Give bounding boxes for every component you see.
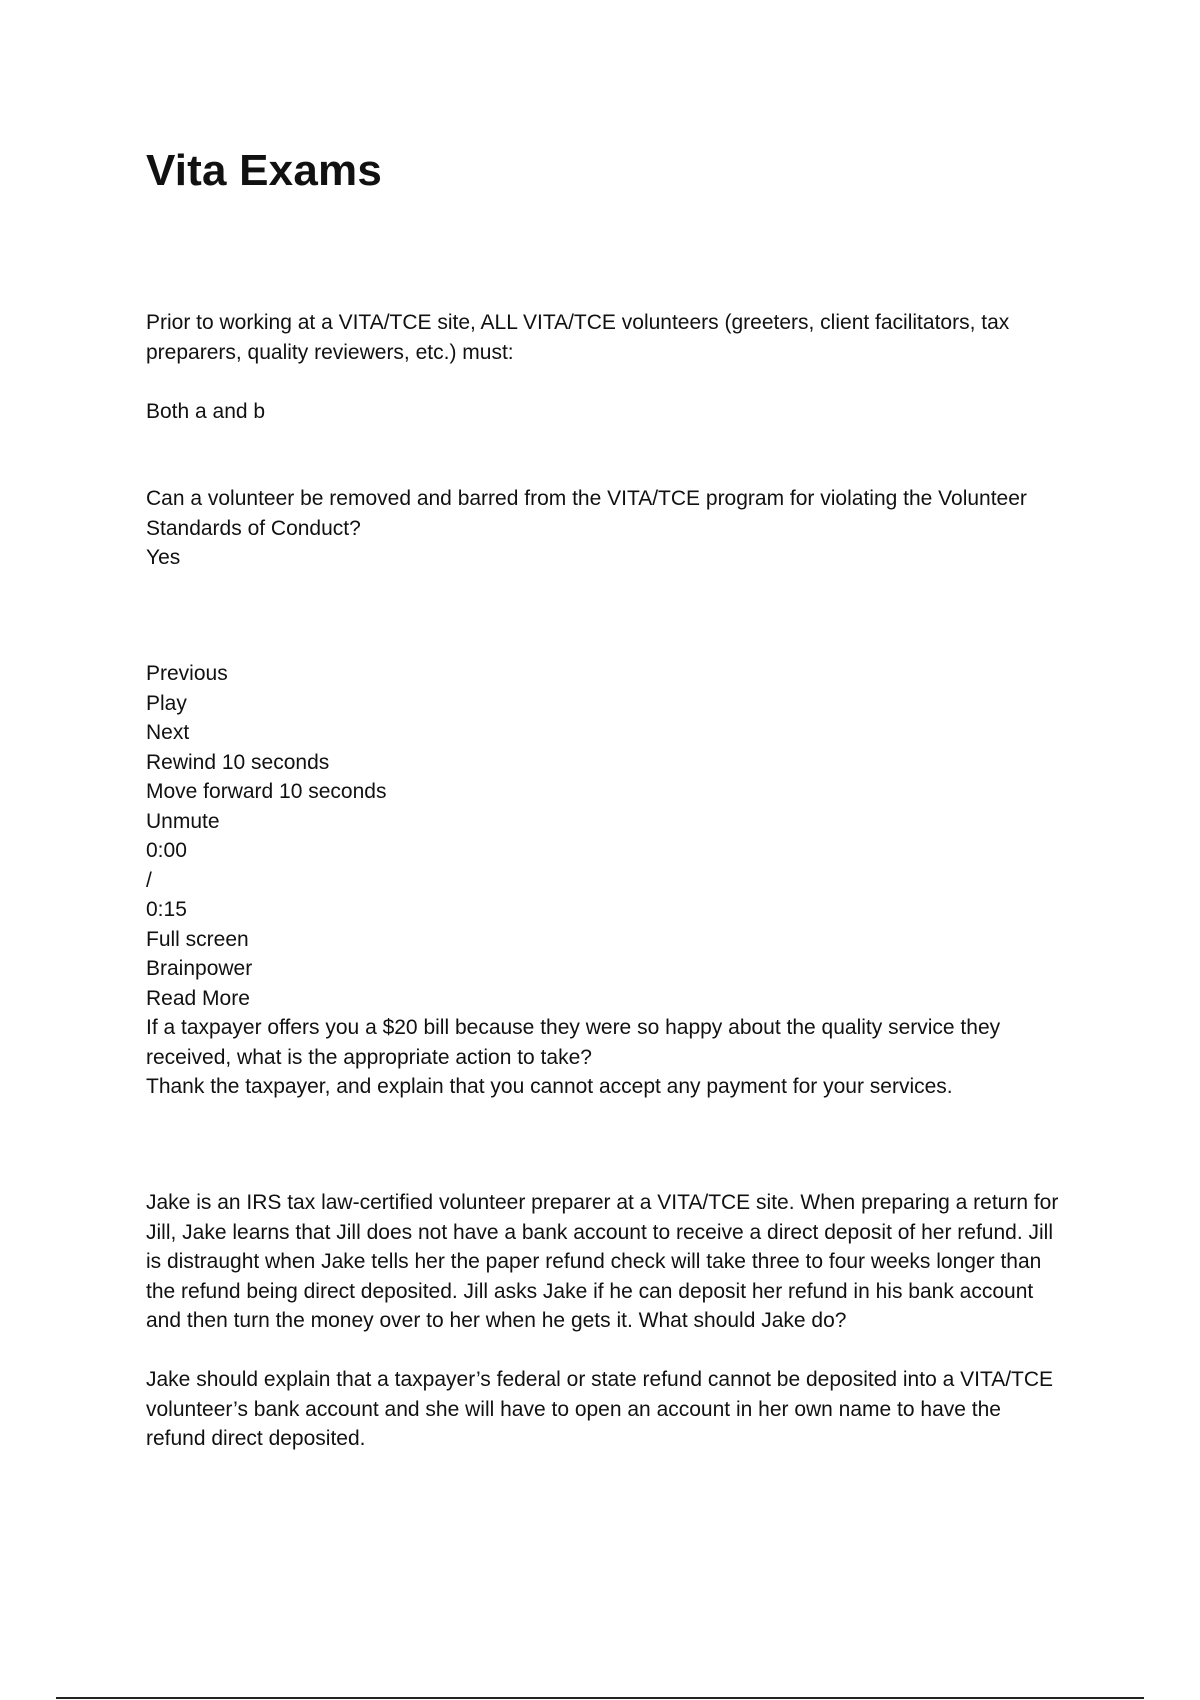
question-text: Prior to working at a VITA/TCE site, ALL VITA/TCE volunteers (greeters, client facilitators, tax preparers, quality reviewers, etc.) must: (146, 311, 1010, 364)
media-player (146, 659, 1066, 1102)
question-text: Can a volunteer be removed and barred from the VITA/TCE program for violating the Volunteer Standards of Conduct? (146, 487, 1027, 540)
answer-text: Thank the taxpayer, and explain that you cannot accept any payment for your services. (146, 1075, 953, 1098)
rewind-button[interactable]: Rewind 10 seconds (146, 750, 330, 774)
brand-label: Brainpower (146, 957, 253, 980)
read-more-link[interactable]: Read More (146, 986, 250, 1010)
qa-item-1 (146, 308, 1066, 426)
answer-text: Yes (146, 546, 181, 569)
play-button[interactable]: Play (146, 691, 187, 715)
next-button[interactable]: Next (146, 721, 190, 744)
forward-button[interactable]: Move forward 10 seconds (146, 780, 387, 803)
current-time: 0:00 (146, 839, 187, 862)
previous-button[interactable]: Previous (146, 662, 228, 685)
question-text: Jake is an IRS tax law-certified volunteer preparer at a VITA/TCE site. When preparing a return for Jill, Jake learns that Jill does not have a bank account to receive a direct deposit of her refund. Jill is distraught when Jake tells her the paper refund check will take three to four weeks longer than the refund being direct deposited. Jill asks Jake if he can deposit her refund in his bank account and then turn the money over to her when he gets it. What should Jake do? (146, 1191, 1059, 1332)
footer-divider (56, 1697, 1144, 1699)
fullscreen-button[interactable]: Full screen (146, 927, 249, 951)
qa-item-2 (146, 484, 1066, 573)
unmute-button[interactable]: Unmute (146, 809, 220, 833)
answer-text: Jake should explain that a taxpayer’s federal or state refund cannot be deposited into a VITA/TCE volunteer’s bank account and she will have to open an account in her own name to have the refund direct deposited. (146, 1368, 1054, 1450)
time-separator: / (146, 868, 152, 892)
duration: 0:15 (146, 898, 187, 921)
qa-item-3 (146, 1013, 1066, 1102)
question-text: If a taxpayer offers you a $20 bill because they were so happy about the quality service they received, what is the appropriate action to take? (146, 1016, 1001, 1069)
qa-item-4 (146, 1188, 1066, 1454)
page-title: Vita Exams (146, 146, 383, 195)
answer-text: Both a and b (146, 399, 266, 423)
